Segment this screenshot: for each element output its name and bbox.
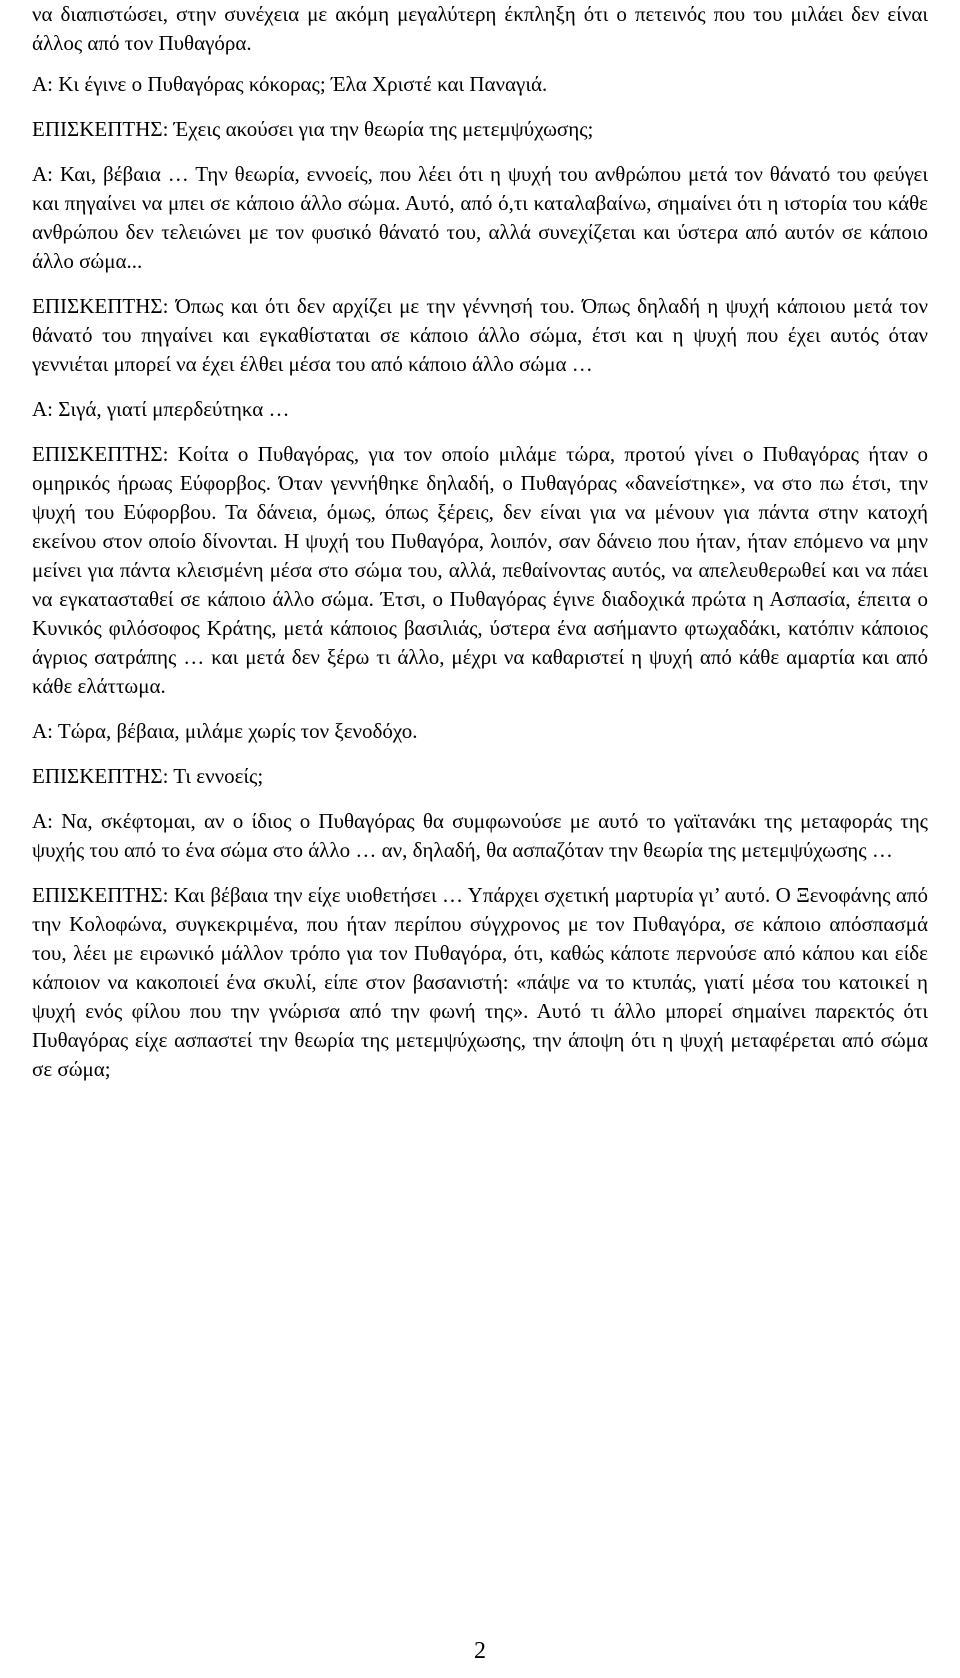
paragraph-visitor-xenophanes: ΕΠΙΣΚΕΠΤΗΣ: Και βέβαια την είχε υιοθετήσει … Υπάρχει σχετική μαρτυρία γι’ αυτό. Ο Ξενοφάνης από την Κολοφώνα, συγκεκριμένα, που ήταν περίπου σύγχρονος με τον Πυθαγόρα, σε κάποιο απόσπασμά του, λέει με ειρωνικό μάλλον τρόπο για τον Πυθαγόρα, ότι, καθώς κάποτε περνούσε από κάπου και είδε κάποιον να κακοποιεί ένα σκυλί, είπε στον βασανιστή: «πάψε να το κτυπάς, γιατί μέσα του κατοικεί η ψυχή ενός φίλου που την γνώρισα από την φωνή της». Αυτό τι άλλο μπορεί σημαίνει παρεκτός ότι Πυθαγόρας είχε ασπαστεί την θεωρία της μετεμψύχωσης, την άποψη ότι η ψυχή μεταφέρεται από σώμα σε σώμα; xyxy=(32,883,928,1081)
paragraph-a-innkeeper: Α: Τώρα, βέβαια, μιλάμε χωρίς τον ξενοδόχο. xyxy=(32,719,418,743)
paragraph-a-confused: Α: Σιγά, γιατί μπερδεύτηκα … xyxy=(32,397,290,421)
paragraph-opening: να διαπιστώσει, στην συνέχεια με ακόμη μεγαλύτερη έκπληξη ότι ο πετεινός που του μιλάει δεν είναι άλλος από τον Πυθαγόρα. xyxy=(32,2,928,55)
paragraph-visitor-euphorbus: ΕΠΙΣΚΕΠΤΗΣ: Κοίτα ο Πυθαγόρας, για τον οποίο μιλάμε τώρα, προτού γίνει ο Πυθαγόρας ήταν ο ομηρικός ήρωας Εύφορβος. Όταν γεννήθηκε δηλαδή, ο Πυθαγόρας «δανείστηκε», να στο πω έτσι, την ψυχή του Εύφορβου. Τα δάνεια, όμως, όπως ξέρεις, δεν είναι για να μένουν για πάντα στην κατοχή εκείνου στον οποίο δίνονται. Η ψυχή του Πυθαγόρα, λοιπόν, σαν δάνειο που ήταν, ήταν επόμενο να μην μείνει για πάντα κλεισμένη μέσα στο σώμα του, αλλά, πεθαίνοντας αυτός, να απελευθερωθεί και να πάει να εγκατασταθεί σε κάποιο άλλο σώμα. Έτσι, ο Πυθαγόρας έγινε διαδοχικά πρώτα η Ασπασία, έπειτα ο Κυνικός φιλόσοφος Κράτης, μετά κάποιος βασιλιάς, ύστερα ένα ασήμαντο φτωχαδάκι, κατόπιν κάποιος άγριος σατράπης … και μετά δεν ξέρω τι άλλο, μέχρι να καθαριστεί η ψυχή από κάθε αμαρτία και από κάθε ελάττωμα. xyxy=(32,442,928,698)
dialogue-text xyxy=(32,0,928,1100)
paragraph-a-theory-explanation: Α: Και, βέβαια … Την θεωρία, εννοείς, που λέει ότι η ψυχή του ανθρώπου μετά τον θάνατό του φεύγει και πηγαίνει να μπει σε κάποιο άλλο σώμα. Αυτό, από ό,τι καταλαβαίνω, σημαίνει ότι η ιστορία του κάθε ανθρώπου δεν τελειώνει με τον φυσικό θάνατό του, αλλά συνεχίζεται και ύστερα από αυτόν σε κάποιο άλλο σώμα... xyxy=(32,162,928,273)
paragraph-visitor-what-mean: ΕΠΙΣΚΕΠΤΗΣ: Τι εννοείς; xyxy=(32,764,264,788)
paragraph-visitor-metempsychosis-question: ΕΠΙΣΚΕΠΤΗΣ: Έχεις ακούσει για την θεωρία της μετεμψύχωσης; xyxy=(32,117,594,141)
paragraph-visitor-birth: ΕΠΙΣΚΕΠΤΗΣ: Όπως και ότι δεν αρχίζει με την γέννησή του. Όπως δηλαδή η ψυχή κάποιου μετά τον θάνατό του πηγαίνει και εγκαθίσταται σε κάποιο άλλο σώμα, έτσι και η ψυχή που έχει αυτός όταν γεννιέται μπορεί να έχει έλθει μέσα του από κάποιο άλλο σώμα … xyxy=(32,294,928,376)
paragraph-a-pythagoras-rooster: Α: Κι έγινε ο Πυθαγόρας κόκορας; Έλα Χριστέ και Παναγιά. xyxy=(32,72,548,96)
paragraph-a-agree: Α: Να, σκέφτομαι, αν ο ίδιος ο Πυθαγόρας θα συμφωνούσε με αυτό το γαϊτανάκι της μεταφοράς της ψυχής του από το ένα σώμα στο άλλο … αν, δηλαδή, θα ασπαζόταν την θεωρία της μετεμψύχωσης … xyxy=(32,809,928,862)
page-number: 2 xyxy=(474,1638,486,1664)
